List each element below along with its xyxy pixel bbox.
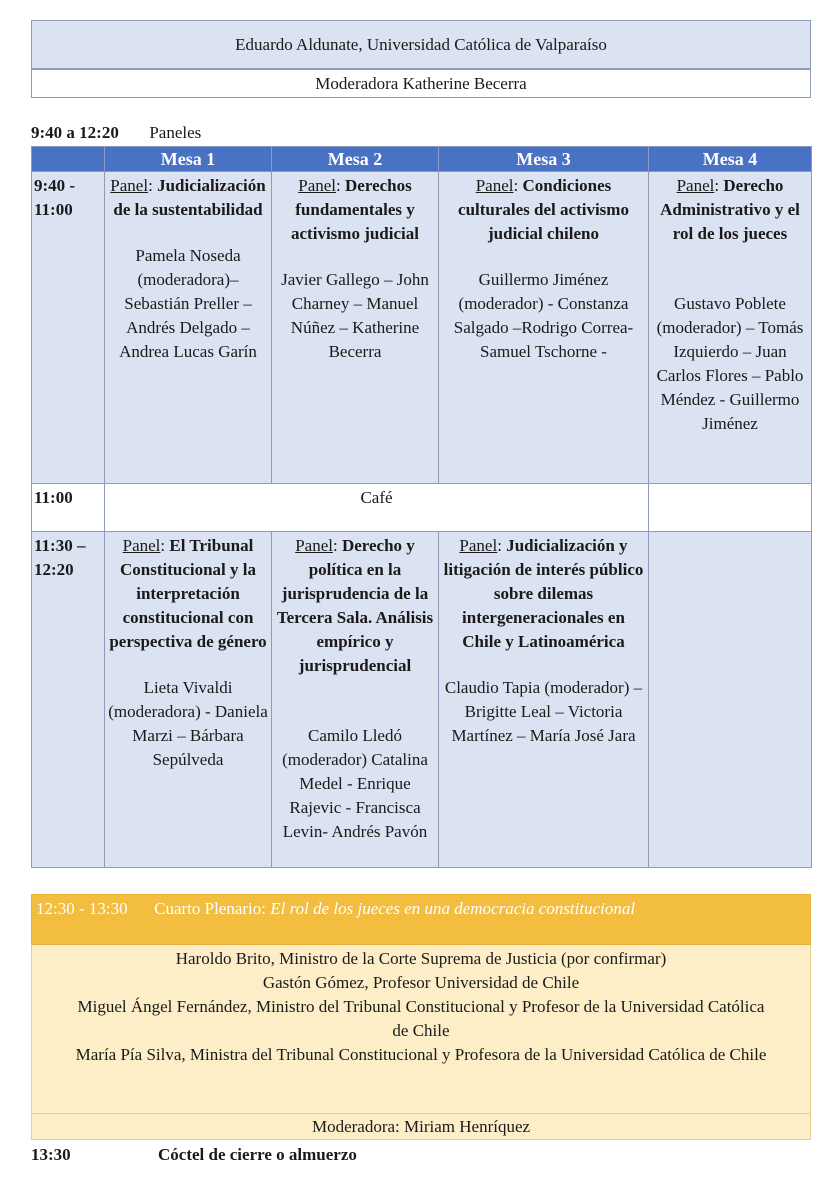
keynote-speaker-row bbox=[31, 20, 811, 69]
cafe-cell bbox=[105, 484, 649, 532]
panel-people: Claudio Tapia (moderador) – Brigitte Leal – Victoria Martínez – María José Jara bbox=[444, 678, 643, 745]
closing-label: Cóctel de cierre o almuerzo bbox=[158, 1145, 357, 1164]
panel-title: Judicialización y litigación de interés público sobre dilemas intergeneracionales en Chile y Latinoamérica bbox=[443, 536, 644, 651]
header-blank bbox=[32, 147, 105, 172]
plenary-speaker: Miguel Ángel Fernández, Ministro del Tribunal Constitucional y Profesor de la Universidad Católica de Chile bbox=[77, 997, 765, 1040]
header-mesa-4: Mesa 4 bbox=[649, 147, 812, 172]
panel-people: Lieta Vivaldi (moderadora) - Daniela Marzi – Bárbara Sepúlveda bbox=[108, 678, 268, 769]
panel-title: El Tribunal Constitucional y la interpretación constitucional con perspectiva de género bbox=[109, 536, 267, 651]
panel-label: Panel bbox=[298, 176, 337, 195]
row3-mesa1: Panel: El Tribunal Constitucional y la interpretación constitucional con perspectiva de género Lieta Vivaldi (moderadora) - Daniela Marzi – Bárbara Sepúlveda bbox=[105, 532, 272, 868]
row3-mesa4-empty bbox=[649, 532, 812, 868]
row2-time: 11:00 bbox=[32, 484, 105, 532]
plenary-speaker: María Pía Silva, Ministra del Tribunal Constitucional y Profesora de la Universidad Católica de Chile bbox=[75, 1045, 767, 1064]
closing-time: 13:30 bbox=[31, 1145, 71, 1164]
paneles-time: 9:40 a 12:20 bbox=[31, 123, 119, 142]
panel-people: Javier Gallego – John Charney – Manuel Núñez – Katherine Becerra bbox=[281, 270, 429, 361]
plenary-time: 12:30 - 13:30 bbox=[36, 899, 128, 918]
plenary-moderator-row bbox=[31, 1113, 811, 1140]
table-row bbox=[32, 484, 812, 532]
plenary-speaker: Gastón Gómez, Profesor Universidad de Chile bbox=[262, 973, 580, 992]
panel-label: Panel bbox=[295, 536, 333, 555]
panel-people: Guillermo Jiménez (moderador) - Constanza Salgado –Rodrigo Correa- Samuel Tschorne - bbox=[453, 270, 634, 361]
header-mesa-1: Mesa 1 bbox=[105, 147, 272, 172]
keynote-speaker: Eduardo Aldunate, Universidad Católica de Valparaíso bbox=[235, 34, 607, 54]
paneles-heading bbox=[31, 123, 201, 143]
table-row bbox=[32, 532, 812, 868]
panel-label: Panel bbox=[110, 176, 149, 195]
header-mesa-3: Mesa 3 bbox=[439, 147, 649, 172]
panel-people: Gustavo Poblete (moderador) – Tomás Izquierdo – Juan Carlos Flores – Pablo Méndez - Guillermo Jiménez bbox=[656, 294, 804, 433]
panel-title: Derecho y política en la jurisprudencia de la Tercera Sala. Análisis empírico y jurisprudencial bbox=[276, 536, 434, 675]
row3-time: 11:30 – 12:20 bbox=[32, 532, 105, 868]
plenary-speakers bbox=[31, 945, 811, 1113]
keynote-moderator: Moderadora Katherine Becerra bbox=[315, 73, 527, 93]
row1-mesa1: Panel: Judicialización de la sustentabilidad Pamela Noseda (moderadora)– Sebastián Preller – Andrés Delgado – Andrea Lucas Garín bbox=[105, 172, 272, 484]
table-header-row bbox=[32, 147, 812, 172]
row1-mesa2: Panel: Derechos fundamentales y activismo judicial Javier Gallego – John Charney – Manuel Núñez – Katherine Becerra bbox=[272, 172, 439, 484]
panel-people: Camilo Lledó (moderador) Catalina Medel - Enrique Rajevic - Francisca Levin- Andrés Pavón bbox=[282, 726, 428, 841]
row1-mesa3: Panel: Condiciones culturales del activismo judicial chileno Guillermo Jiménez (moderador) - Constanza Salgado –Rodrigo Correa- Samuel Tschorne - bbox=[439, 172, 649, 484]
panel-label: Panel bbox=[122, 536, 161, 555]
row3-mesa3: Panel: Judicialización y litigación de interés público sobre dilemas intergeneracionales en Chile y Latinoamérica Claudio Tapia (moderador) – Brigitte Leal – Victoria Martínez – María José Jara bbox=[439, 532, 649, 868]
plenary-speaker: Haroldo Brito, Ministro de la Corte Suprema de Justicia (por confirmar) bbox=[175, 949, 667, 968]
header-mesa-2: Mesa 2 bbox=[272, 147, 439, 172]
row3-mesa2: Panel: Derecho y política en la jurisprudencia de la Tercera Sala. Análisis empírico y jurisprudencial Camilo Lledó (moderador) Catalina Medel - Enrique Rajevic - Francisca Levin- Andrés Pavón bbox=[272, 532, 439, 868]
panel-title: Judicialización de la sustentabilidad bbox=[113, 176, 266, 219]
panel-label: Panel bbox=[475, 176, 514, 195]
schedule-table bbox=[31, 146, 812, 868]
plenary-moderator: Moderadora: Miriam Henríquez bbox=[311, 1117, 531, 1136]
plenary-label: Cuarto Plenario: bbox=[154, 899, 267, 918]
table-row bbox=[32, 172, 812, 484]
paneles-label: Paneles bbox=[149, 123, 202, 142]
plenary-title: El rol de los jueces en una democracia constitucional bbox=[270, 899, 636, 918]
row1-time: 9:40 - 11:00 bbox=[32, 172, 105, 484]
panel-people: Pamela Noseda (moderadora)– Sebastián Preller – Andrés Delgado – Andrea Lucas Garín bbox=[119, 246, 257, 361]
panel-label: Panel bbox=[459, 536, 498, 555]
cafe-label: Café bbox=[360, 488, 393, 507]
panel-title: Derecho Administrativo y el rol de los jueces bbox=[660, 176, 800, 243]
row1-mesa4: Panel: Derecho Administrativo y el rol de los jueces Gustavo Poblete (moderador) – Tomás Izquierdo – Juan Carlos Flores – Pablo Méndez - Guillermo Jiménez bbox=[649, 172, 812, 484]
plenary-header bbox=[31, 894, 811, 945]
panel-label: Panel bbox=[676, 176, 715, 195]
panel-title: Derechos fundamentales y activismo judicial bbox=[291, 176, 419, 243]
keynote-moderator-row bbox=[31, 69, 811, 98]
panel-title: Condiciones culturales del activismo judicial chileno bbox=[458, 176, 629, 243]
row2-empty bbox=[649, 484, 812, 532]
